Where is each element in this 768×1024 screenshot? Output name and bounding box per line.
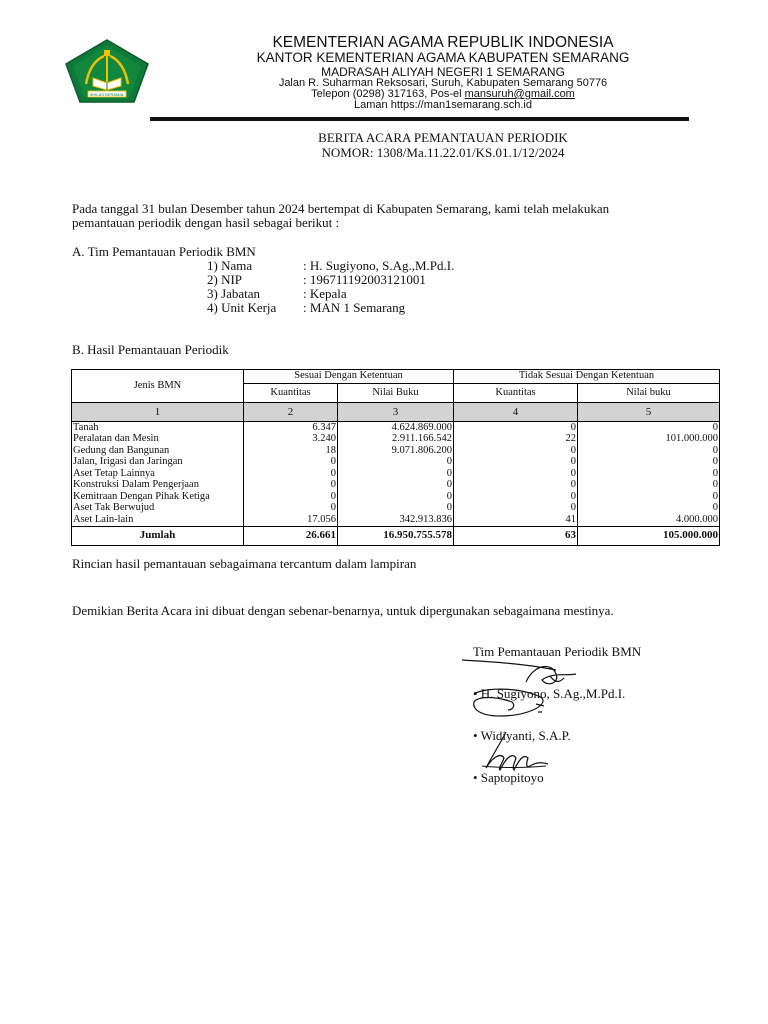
col-number: 2: [244, 403, 338, 422]
table-row: [72, 503, 720, 515]
cell-nilai-buku: 342.913.836: [338, 514, 454, 526]
team-value-nip: : 196711192003121001: [303, 272, 426, 287]
intro-paragraph-line1: Pada tanggal 31 bulan Desember tahun 2024 bertempat di Kabupaten Semarang, kami telah melakukan: [72, 201, 610, 216]
signatory-1: • H. Sugiyono, S.Ag.,M.Pd.I.: [473, 686, 626, 701]
cell-kuantitas: 6.347: [244, 422, 338, 434]
header-website: Laman https://man1semarang.sch.id: [354, 99, 532, 111]
cell-kuantitas: 3.240: [244, 434, 338, 446]
table-row: [72, 514, 720, 526]
header-email-link[interactable]: mansuruh@gmail.com: [464, 88, 575, 100]
intro-paragraph-line2: pemantauan periodik dengan hasil sebagai berikut :: [72, 215, 340, 230]
cell-nilai-buku: 0: [338, 468, 454, 480]
cell-jenis: Konstruksi Dalam Pengerjaan: [72, 480, 244, 492]
cell-nilai-buku: 2.911.166.542: [338, 434, 454, 446]
cell-kuantitas-tidak: 0: [454, 491, 578, 503]
cell-nilai-buku-tidak: 0: [578, 457, 720, 469]
cell-jenis: Aset Lain-lain: [72, 514, 244, 526]
cell-jenis: Jalan, Irigasi dan Jaringan: [72, 457, 244, 469]
cell-kuantitas-tidak: 0: [454, 445, 578, 457]
cell-kuantitas: 17.056: [244, 514, 338, 526]
signatory-2: • Widiyanti, S.A.P.: [473, 728, 571, 743]
section-a-heading: A. Tim Pemantauan Periodik BMN: [72, 244, 256, 259]
col-number: 3: [338, 403, 454, 422]
cell-jenis: Aset Tetap Lainnya: [72, 468, 244, 480]
team-value-unit: : MAN 1 Semarang: [303, 300, 406, 315]
cell-nilai-buku: 0: [338, 503, 454, 515]
table-row: [72, 457, 720, 469]
team-label-name: 1) Nama: [207, 258, 253, 273]
cell-kuantitas-tidak: 0: [454, 422, 578, 434]
header-ministry: KEMENTERIAN AGAMA REPUBLIK INDONESIA: [272, 34, 614, 51]
cell-jenis: Aset Tak Berwujud: [72, 503, 244, 515]
cell-nilai-buku-tidak: 0: [578, 445, 720, 457]
cell-kuantitas: 0: [244, 503, 338, 515]
cell-jenis: Gedung dan Bangunan: [72, 445, 244, 457]
col-group-sesuai: Sesuai Dengan Ketentuan: [244, 370, 454, 384]
cell-kuantitas-tidak: 22: [454, 434, 578, 446]
col-number: 1: [72, 403, 244, 422]
cell-nilai-buku-tidak: 0: [578, 422, 720, 434]
cell-nilai-buku: 0: [338, 457, 454, 469]
cell-jenis: Tanah: [72, 422, 244, 434]
cell-kuantitas: 0: [244, 491, 338, 503]
cell-nilai-buku-tidak: 0: [578, 491, 720, 503]
table-row: [72, 468, 720, 480]
cell-nilai-buku-tidak: 0: [578, 468, 720, 480]
cell-kuantitas-tidak: 41: [454, 514, 578, 526]
total-kuantitas-tidak: 63: [454, 526, 578, 545]
cell-nilai-buku: 9.071.806.200: [338, 445, 454, 457]
team-value-jabatan: : Kepala: [303, 286, 347, 301]
col-header-kuantitas-2: Kuantitas: [454, 384, 578, 403]
header-school: MADRASAH ALIYAH NEGERI 1 SEMARANG: [321, 65, 565, 79]
col-header-nilai-buku: Nilai Buku: [338, 384, 454, 403]
cell-nilai-buku-tidak: 101.000.000: [578, 434, 720, 446]
cell-kuantitas-tidak: 0: [454, 480, 578, 492]
header-phone: Telepon (0298) 317163, Pos-el: [311, 88, 465, 100]
section-b-heading: B. Hasil Pemantauan Periodik: [72, 342, 229, 357]
table-row: [72, 491, 720, 503]
cell-kuantitas: 0: [244, 457, 338, 469]
cell-kuantitas-tidak: 0: [454, 457, 578, 469]
col-number: 5: [578, 403, 720, 422]
document-title: BERITA ACARA PEMANTAUAN PERIODIK: [318, 130, 568, 145]
cell-jenis: Kemitraan Dengan Pihak Ketiga: [72, 491, 244, 503]
total-label: Jumlah: [72, 526, 244, 545]
col-header-kuantitas: Kuantitas: [244, 384, 338, 403]
table-row: [72, 422, 720, 434]
signatory-3: • Saptopitoyo: [473, 770, 544, 785]
cell-jenis: Peralatan dan Mesin: [72, 434, 244, 446]
cell-nilai-buku: 4.624.869.000: [338, 422, 454, 434]
header-address: Jalan R. Suharman Reksosari, Suruh, Kabupaten Semarang 50776: [278, 77, 608, 89]
closing-statement: Demikian Berita Acara ini dibuat dengan sebenar-benarnya, untuk dipergunakan sebagaimana mestinya.: [72, 603, 614, 618]
appendix-note: Rincian hasil pemantauan sebagaimana tercantum dalam lampiran: [72, 556, 417, 571]
col-group-tidak-sesuai: Tidak Sesuai Dengan Ketentuan: [454, 370, 720, 384]
header-divider: [150, 117, 689, 121]
cell-nilai-buku-tidak: 0: [578, 503, 720, 515]
document-number: NOMOR: 1308/Ma.11.22.01/KS.01.1/12/2024: [321, 145, 565, 160]
ministry-logo: [64, 38, 150, 104]
table-row: [72, 445, 720, 457]
total-kuantitas: 26.661: [244, 526, 338, 545]
cell-kuantitas-tidak: 0: [454, 468, 578, 480]
cell-kuantitas-tidak: 0: [454, 503, 578, 515]
total-nilai-buku: 16.950.755.578: [338, 526, 454, 545]
table-row: [72, 480, 720, 492]
logo-motto: IKHLAS BERAMAL: [89, 91, 125, 97]
cell-nilai-buku-tidak: 4.000.000: [578, 514, 720, 526]
header-office: KANTOR KEMENTERIAN AGAMA KABUPATEN SEMARANG: [256, 50, 630, 65]
team-value-name: : H. Sugiyono, S.Ag.,M.Pd.I.: [303, 258, 455, 273]
total-nilai-buku-tidak: 105.000.000: [578, 526, 720, 545]
signature-block-title: Tim Pemantauan Periodik BMN: [473, 644, 642, 659]
col-number: 4: [454, 403, 578, 422]
team-label-jabatan: 3) Jabatan: [207, 286, 261, 301]
cell-nilai-buku: 0: [338, 480, 454, 492]
cell-nilai-buku-tidak: 0: [578, 480, 720, 492]
table-total-row: [72, 526, 720, 545]
table-row: [72, 434, 720, 446]
cell-kuantitas: 0: [244, 480, 338, 492]
cell-nilai-buku: 0: [338, 491, 454, 503]
col-header-nilai-buku-2: Nilai buku: [578, 384, 720, 403]
cell-kuantitas: 18: [244, 445, 338, 457]
col-header-jenis-bmn: Jenis BMN: [72, 370, 244, 403]
cell-kuantitas: 0: [244, 468, 338, 480]
bmn-results-table: [71, 369, 720, 546]
team-label-unit: 4) Unit Kerja: [207, 300, 277, 315]
team-label-nip: 2) NIP: [207, 272, 243, 287]
